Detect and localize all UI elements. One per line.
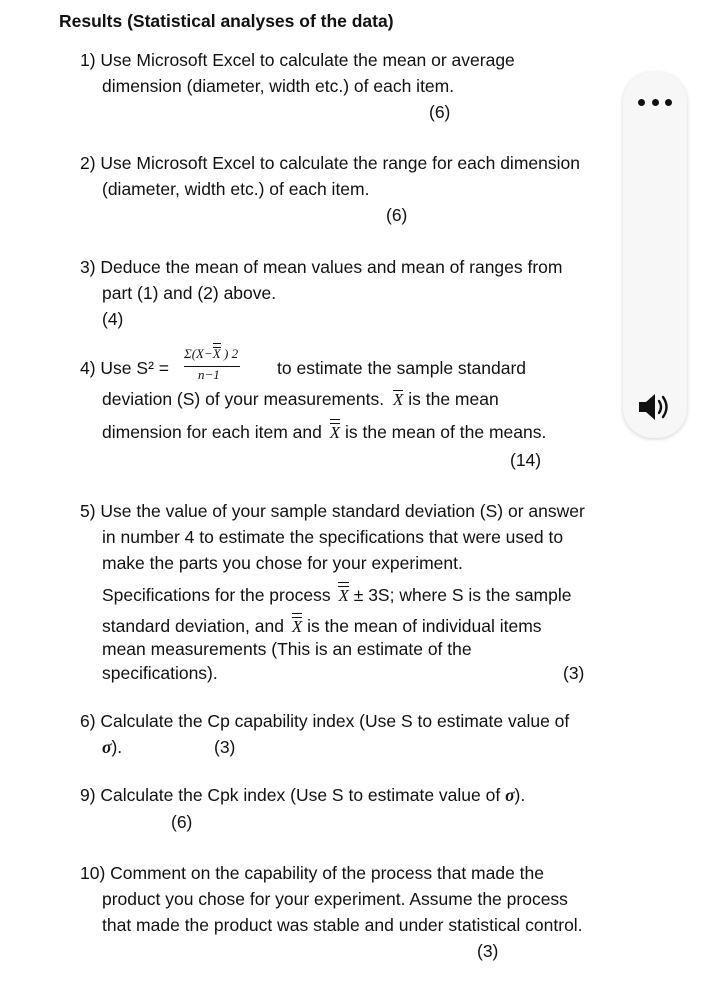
q10-marks: (3) [477, 941, 499, 961]
section-heading: Results (Statistical analyses of the data) [59, 11, 394, 31]
q6-marks: (3) [214, 737, 236, 757]
q6-line2 [102, 736, 122, 758]
q3-marks: (4) [102, 309, 124, 329]
q5-line7: specifications). [102, 663, 218, 683]
process-mean-symbol: X [338, 586, 349, 605]
q4-line2-end: is the mean [408, 389, 499, 409]
variance-formula [184, 346, 244, 386]
q5-line4-end: ± 3S; where S is the sample [353, 585, 572, 605]
q10-line3: that made the product was stable and under statistical control. [102, 915, 583, 935]
formula-numerator-start: Σ(X− [184, 346, 213, 361]
q9-marks: (6) [171, 812, 193, 832]
q6-line1: 6) Calculate the Cp capability index (Use S to estimate value of [80, 711, 570, 731]
q2-line2: (diameter, width etc.) of each item. [102, 179, 370, 199]
q9-line1-end: ). [514, 785, 526, 805]
item-mean-symbol: X [392, 390, 404, 409]
q5-marks: (3) [563, 663, 585, 683]
q5-line4-start: Specifications for the process [102, 585, 331, 605]
q1-line1: 1) Use Microsoft Excel to calculate the mean or average [80, 50, 515, 70]
q4-prefix: 4) Use S² = [80, 358, 169, 378]
q4-line2-start: deviation (S) of your measurements. [102, 389, 385, 409]
q9-line1-start: 9) Calculate the Cpk index (Use S to estimate value of [80, 785, 501, 805]
q10-line2: product you chose for your experiment. Assume the process [102, 889, 568, 909]
formula-numerator [184, 346, 238, 362]
formula-denominator: n−1 [198, 367, 220, 382]
side-toolbar [623, 72, 687, 438]
q4-line3-end: is the mean of the means. [344, 422, 547, 442]
sigma-symbol: σ [505, 785, 515, 805]
q3-line2: part (1) and (2) above. [102, 283, 277, 303]
q9-line1 [80, 784, 525, 806]
q5-line5-end: is the mean of individual items [307, 616, 542, 636]
q10-line1: 10) Comment on the capability of the process that made the [80, 863, 545, 883]
items-mean-symbol: X [291, 617, 303, 636]
formula-grand-mean: X [212, 346, 221, 361]
q5-line5 [102, 615, 542, 638]
q5-line6: mean measurements (This is an estimate of the [102, 639, 472, 659]
q6-line2-end: ). [111, 737, 123, 757]
q5-line2: in number 4 to estimate the specifications that were used to [102, 527, 564, 547]
q5-line3: make the parts you chose for your experiment. [102, 553, 463, 573]
q4-line3 [102, 421, 546, 444]
q4-line3-start: dimension for each item and [102, 422, 322, 442]
q4-suffix: to estimate the sample standard [277, 358, 527, 378]
q1-marks: (6) [429, 102, 451, 122]
sigma-symbol: σ [102, 737, 112, 757]
q5-line1: 5) Use the value of your sample standard deviation (S) or answer [80, 501, 585, 521]
more-horizontal-icon[interactable] [638, 92, 672, 112]
q5-line4 [102, 584, 572, 607]
q4-marks: (14) [510, 450, 542, 470]
q2-marks: (6) [386, 205, 408, 225]
q1-line2: dimension (diameter, width etc.) of each item. [102, 76, 455, 96]
q2-line1: 2) Use Microsoft Excel to calculate the range for each dimension [80, 153, 580, 173]
q5-line5-start: standard deviation, and [102, 616, 284, 636]
speaker-icon[interactable] [637, 392, 673, 422]
q4-line2 [102, 388, 499, 411]
grand-mean-symbol: X [329, 423, 341, 442]
formula-numerator-end: ) 2 [220, 346, 239, 361]
q3-line1: 3) Deduce the mean of mean values and mean of ranges from [80, 257, 563, 277]
